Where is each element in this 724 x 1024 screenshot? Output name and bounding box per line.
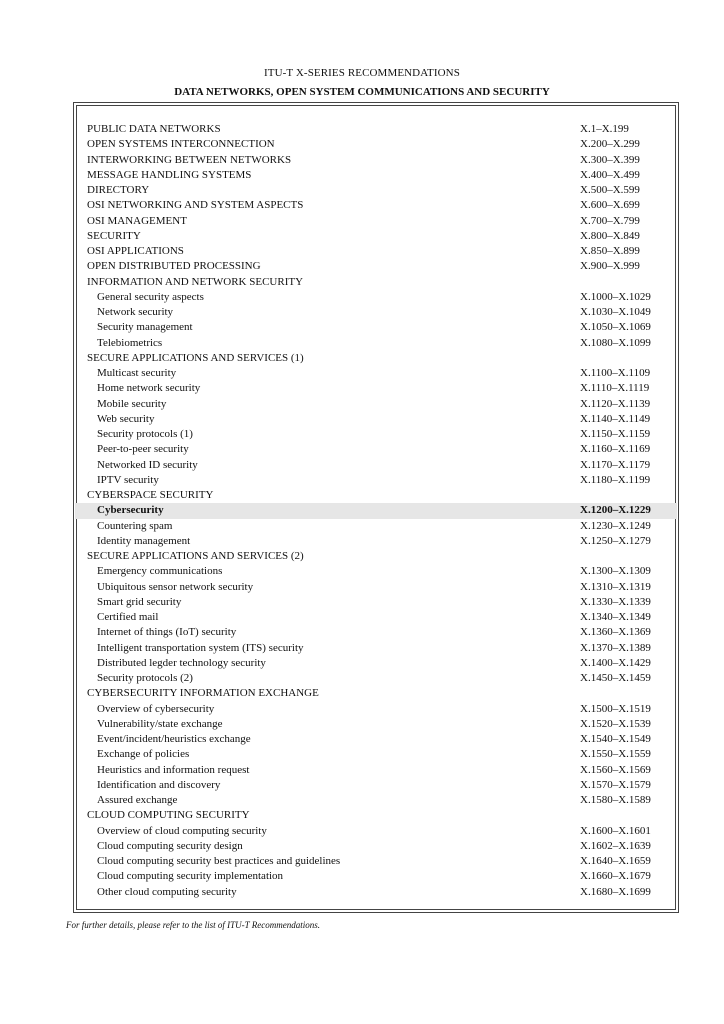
row-range: X.1–X.199 xyxy=(580,123,629,135)
table-row xyxy=(75,564,677,579)
row-range: X.1600–X.1601 xyxy=(580,824,651,837)
table-row xyxy=(75,381,677,396)
row-label: Security protocols (2) xyxy=(97,672,193,684)
row-range: X.1110–X.1119 xyxy=(580,382,650,395)
row-range: X.1680–X.1699 xyxy=(580,885,651,898)
table-row xyxy=(75,503,677,518)
table-row xyxy=(75,793,677,808)
row-label: Identity management xyxy=(97,534,191,547)
row-range: X.1340–X.1349 xyxy=(580,611,651,623)
footnote: For further details, please refer to the list of ITU-T Recommendations. xyxy=(66,920,320,930)
row-label: SECURE APPLICATIONS AND SERVICES (1) xyxy=(87,351,304,364)
section-heading-row xyxy=(75,275,677,290)
row-label: PUBLIC DATA NETWORKS xyxy=(87,123,221,135)
row-label: Security management xyxy=(97,321,193,334)
section-heading-row xyxy=(75,229,677,244)
table-row xyxy=(75,305,677,320)
section-heading-row xyxy=(75,244,677,259)
section-heading-row xyxy=(75,198,677,213)
section-heading-row xyxy=(75,351,677,366)
row-label: OSI APPLICATIONS xyxy=(87,245,184,257)
row-range: X.1360–X.1369 xyxy=(580,626,651,639)
table-row xyxy=(75,702,677,717)
row-label: INFORMATION AND NETWORK SECURITY xyxy=(87,275,304,288)
table-row xyxy=(75,824,677,839)
row-range: X.1370–X.1389 xyxy=(580,641,651,654)
table-row xyxy=(75,732,677,747)
table-row xyxy=(75,839,677,854)
row-label: MESSAGE HANDLING SYSTEMS xyxy=(87,168,252,181)
section-heading-row xyxy=(75,137,677,152)
row-range: X.1180–X.1199 xyxy=(580,473,651,486)
table-row xyxy=(75,366,677,381)
row-label: SECURITY xyxy=(87,229,141,242)
row-range: X.700–X.799 xyxy=(580,214,640,227)
section-heading-row xyxy=(75,549,677,564)
row-range: X.1300–X.1309 xyxy=(580,565,651,578)
row-range: X.1170–X.1179 xyxy=(580,458,651,471)
row-range: X.400–X.499 xyxy=(580,168,640,181)
row-range: X.1570–X.1579 xyxy=(580,778,651,791)
row-label: Smart grid security xyxy=(97,595,182,608)
row-range: X.300–X.399 xyxy=(580,153,640,166)
table-row xyxy=(75,580,677,595)
section-heading-row xyxy=(75,168,677,183)
row-range: X.1560–X.1569 xyxy=(580,763,651,776)
row-label: Countering spam xyxy=(97,519,173,532)
row-label: Certified mail xyxy=(97,611,159,623)
row-label: Internet of things (IoT) security xyxy=(97,626,237,639)
section-heading-row xyxy=(75,153,677,168)
row-range: X.1250–X.1279 xyxy=(580,534,651,547)
row-label: OSI MANAGEMENT xyxy=(87,214,187,227)
row-range: X.1230–X.1249 xyxy=(580,519,651,532)
row-label: Vulnerability/state exchange xyxy=(97,717,223,730)
table-row xyxy=(75,625,677,640)
section-heading-row xyxy=(75,214,677,229)
row-label: Mobile security xyxy=(97,397,167,410)
table-row xyxy=(75,610,677,625)
row-range: X.1100–X.1109 xyxy=(580,367,651,379)
row-range: X.1450–X.1459 xyxy=(580,672,651,684)
table-row xyxy=(75,473,677,488)
row-label: Emergency communications xyxy=(97,565,223,578)
section-heading-row xyxy=(75,183,677,198)
row-range: X.1520–X.1539 xyxy=(580,717,651,730)
table-row xyxy=(75,671,677,686)
section-heading-row xyxy=(75,259,677,274)
row-label: Web security xyxy=(97,412,155,425)
row-label: Overview of cybersecurity xyxy=(97,702,215,715)
table-row xyxy=(75,290,677,305)
row-range: X.200–X.299 xyxy=(580,138,640,151)
section-heading-row xyxy=(75,808,677,823)
row-range: X.1540–X.1549 xyxy=(580,733,651,745)
row-label: Peer-to-peer security xyxy=(97,443,189,456)
table-row xyxy=(75,519,677,534)
row-label: CYBERSECURITY INFORMATION EXCHANGE xyxy=(87,687,319,700)
row-label: Networked ID security xyxy=(97,458,198,471)
row-range: X.1140–X.1149 xyxy=(580,412,651,425)
table-row xyxy=(75,763,677,778)
table-row xyxy=(75,397,677,412)
table-row xyxy=(75,427,677,442)
row-label: OPEN DISTRIBUTED PROCESSING xyxy=(87,260,261,273)
table-row xyxy=(75,641,677,656)
series-title: ITU-T X-SERIES RECOMMENDATIONS xyxy=(264,67,460,79)
recommendations-table xyxy=(75,122,677,900)
row-range: X.1150–X.1159 xyxy=(580,428,651,440)
row-range: X.1640–X.1659 xyxy=(580,855,651,867)
table-row xyxy=(75,336,677,351)
row-label: Cloud computing security best practices and guidelines xyxy=(97,855,341,867)
row-label: Cybersecurity xyxy=(97,504,164,517)
row-label: Security protocols (1) xyxy=(97,428,193,440)
row-range: X.1030–X.1049 xyxy=(580,306,651,318)
row-range: X.1550–X.1559 xyxy=(580,748,651,761)
row-range: X.900–X.999 xyxy=(580,260,640,273)
row-range: X.1200–X.1229 xyxy=(580,504,651,517)
row-label: Overview of cloud computing security xyxy=(97,824,267,837)
row-range: X.1120–X.1139 xyxy=(580,397,651,410)
row-label: Exchange of policies xyxy=(97,748,190,761)
row-label: Home network security xyxy=(97,382,201,395)
row-label: Multicast security xyxy=(97,367,177,379)
row-range: X.1310–X.1319 xyxy=(580,580,651,593)
row-label: Event/incident/heuristics exchange xyxy=(97,733,251,745)
table-row xyxy=(75,458,677,473)
row-range: X.1500–X.1519 xyxy=(580,702,651,715)
row-label: Other cloud computing security xyxy=(97,885,237,898)
table-row xyxy=(75,869,677,884)
row-range: X.1400–X.1429 xyxy=(580,656,651,669)
row-label: Network security xyxy=(97,306,174,318)
row-range: X.500–X.599 xyxy=(580,184,640,196)
row-label: Assured exchange xyxy=(97,794,178,806)
row-label: Cloud computing security design xyxy=(97,839,243,852)
row-label: CLOUD COMPUTING SECURITY xyxy=(87,809,250,822)
table-row xyxy=(75,320,677,335)
row-label: Telebiometrics xyxy=(97,336,163,349)
row-range: X.600–X.699 xyxy=(580,199,640,212)
row-label: CYBERSPACE SECURITY xyxy=(87,489,214,501)
table-row xyxy=(75,885,677,900)
row-range: X.1330–X.1339 xyxy=(580,595,651,608)
row-label: Ubiquitous sensor network security xyxy=(97,580,254,593)
row-label: Heuristics and information request xyxy=(97,763,250,776)
section-heading-row xyxy=(75,488,677,503)
row-range: X.1080–X.1099 xyxy=(580,336,651,349)
row-label: INTERWORKING BETWEEN NETWORKS xyxy=(87,153,292,166)
row-label: OSI NETWORKING AND SYSTEM ASPECTS xyxy=(87,199,304,212)
section-heading-row xyxy=(75,686,677,701)
row-range: X.800–X.849 xyxy=(580,229,640,242)
row-label: IPTV security xyxy=(97,473,159,486)
row-label: Distributed legder technology security xyxy=(97,656,266,669)
section-heading-row xyxy=(75,122,677,137)
row-label: General security aspects xyxy=(97,290,204,303)
table-row xyxy=(75,778,677,793)
row-range: X.1050–X.1069 xyxy=(580,321,651,334)
row-label: OPEN SYSTEMS INTERCONNECTION xyxy=(87,138,275,151)
row-label: DIRECTORY xyxy=(87,184,150,196)
table-row xyxy=(75,595,677,610)
row-label: SECURE APPLICATIONS AND SERVICES (2) xyxy=(87,550,304,562)
series-subtitle: DATA NETWORKS, OPEN SYSTEM COMMUNICATIONS AND SECURITY xyxy=(174,86,550,98)
table-row xyxy=(75,717,677,732)
table-row xyxy=(75,747,677,762)
row-range: X.1000–X.1029 xyxy=(580,290,651,303)
row-label: Intelligent transportation system (ITS) security xyxy=(97,641,304,654)
table-row xyxy=(75,854,677,869)
row-range: X.1660–X.1679 xyxy=(580,870,651,883)
row-range: X.850–X.899 xyxy=(580,245,640,257)
table-row xyxy=(75,656,677,671)
row-range: X.1580–X.1589 xyxy=(580,794,651,806)
row-label: Identification and discovery xyxy=(97,778,221,791)
row-range: X.1160–X.1169 xyxy=(580,443,651,456)
row-range: X.1602–X.1639 xyxy=(580,839,651,852)
table-row xyxy=(75,442,677,457)
table-row xyxy=(75,412,677,427)
row-label: Cloud computing security implementation xyxy=(97,870,284,883)
table-row xyxy=(75,534,677,549)
